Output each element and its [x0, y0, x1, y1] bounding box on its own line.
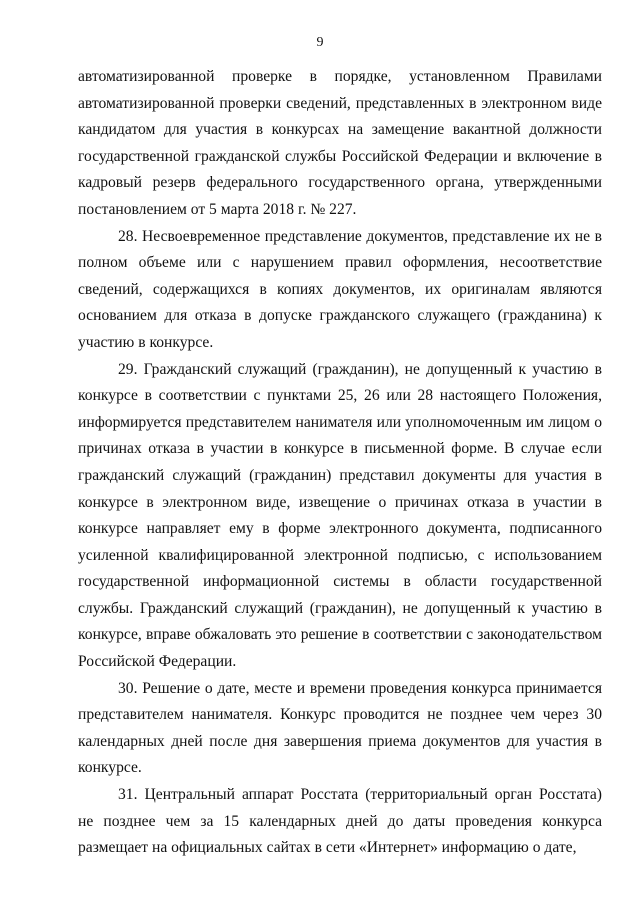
document-body — [78, 64, 602, 862]
paragraph-31: 31. Центральный аппарат Росстата (территориальный орган Росстата) не позднее чем за 15 календарных дней до даты проведения конкурса размещает на официальных сайтах в сети «Интернет» информацию о дате, — [78, 786, 602, 857]
paragraph-29: 29. Гражданский служащий (гражданин), не допущенный к участию в конкурсе в соответствии с пунктами 25, 26 или 28 настоящего Положения, информируется представителем нанимателя или уполномоченным им лицом о причинах отказа в участии в конкурсе в письменной форме. В случае если гражданский служащий (гражданин) представил документы для участия в конкурсе в электронном виде, извещение о причинах отказа в участии в конкурсе направляет ему в форме электронного документа, подписанного усиленной квалифицированной электронной подписью, с использованием государственной информационной системы в области государственной службы. Гражданский служащий (гражданин), не допущенный к участию в конкурсе, вправе обжаловать это решение в соответствии с законодательством Российской Федерации. — [78, 360, 602, 671]
paragraph-30: 30. Решение о дате, месте и времени проведения конкурса принимается представителем нанимателя. Конкурс проводится не позднее чем через 30 календарных дней после дня завершения приема документов для участия в конкурсе. — [78, 679, 602, 777]
page-number: 9 — [316, 35, 324, 50]
paragraph-28: 28. Несвоевременное представление документов, представление их не в полном объеме или с нарушением правил оформления, несоответствие сведений, содержащихся в копиях документов, их оригиналам являются основанием для отказа в допуске гражданского служащего (гражданина) к участию в конкурсе. — [78, 227, 602, 351]
paragraph-continuation: автоматизированной проверке в порядке, установленном Правилами автоматизированной проверки сведений, представленных в электронном виде кандидатом для участия в конкурсах на замещение вакантной должности государственной гражданской службы Российской Федерации и включение в кадровый резерв федерального государственного органа, утвержденными постановлением от 5 марта 2018 г. № 227. — [78, 68, 602, 218]
